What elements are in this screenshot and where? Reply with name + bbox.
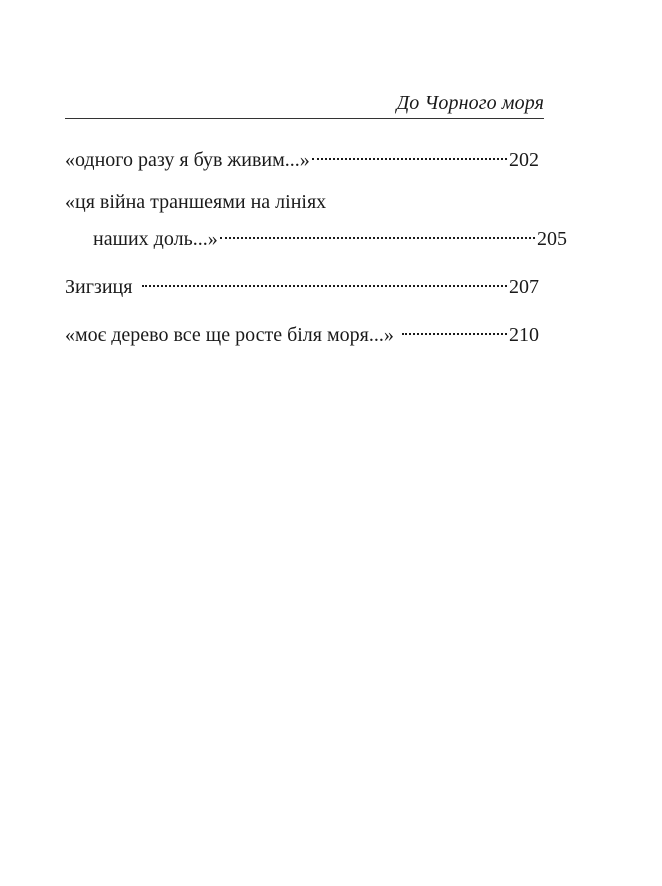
toc-entry-title: Зигзиця bbox=[65, 276, 133, 298]
toc-entry-page: 207 bbox=[509, 276, 539, 298]
toc-entry[interactable] bbox=[65, 189, 567, 252]
toc-entry[interactable] bbox=[65, 140, 539, 173]
table-of-contents bbox=[65, 140, 567, 364]
dot-leader bbox=[312, 140, 507, 166]
toc-entry-page: 202 bbox=[509, 149, 539, 171]
toc-entry[interactable] bbox=[65, 315, 539, 348]
toc-entry-page: 205 bbox=[537, 228, 567, 250]
dot-leader bbox=[402, 315, 507, 341]
running-header: До Чорного моря bbox=[396, 92, 544, 114]
header-rule bbox=[65, 118, 544, 119]
dot-leader bbox=[142, 267, 507, 293]
toc-entry-title: «одного разу я був живим...» bbox=[65, 149, 310, 171]
toc-entry[interactable] bbox=[65, 267, 539, 300]
dot-leader bbox=[220, 219, 535, 245]
toc-entry-title: «ця війна траншеями на лініях bbox=[65, 191, 327, 213]
toc-entry-page: 210 bbox=[509, 324, 539, 346]
toc-entry-title-continued: наших доль...» bbox=[93, 228, 218, 250]
toc-entry-title: «моє дерево все ще росте біля моря...» bbox=[65, 324, 394, 346]
